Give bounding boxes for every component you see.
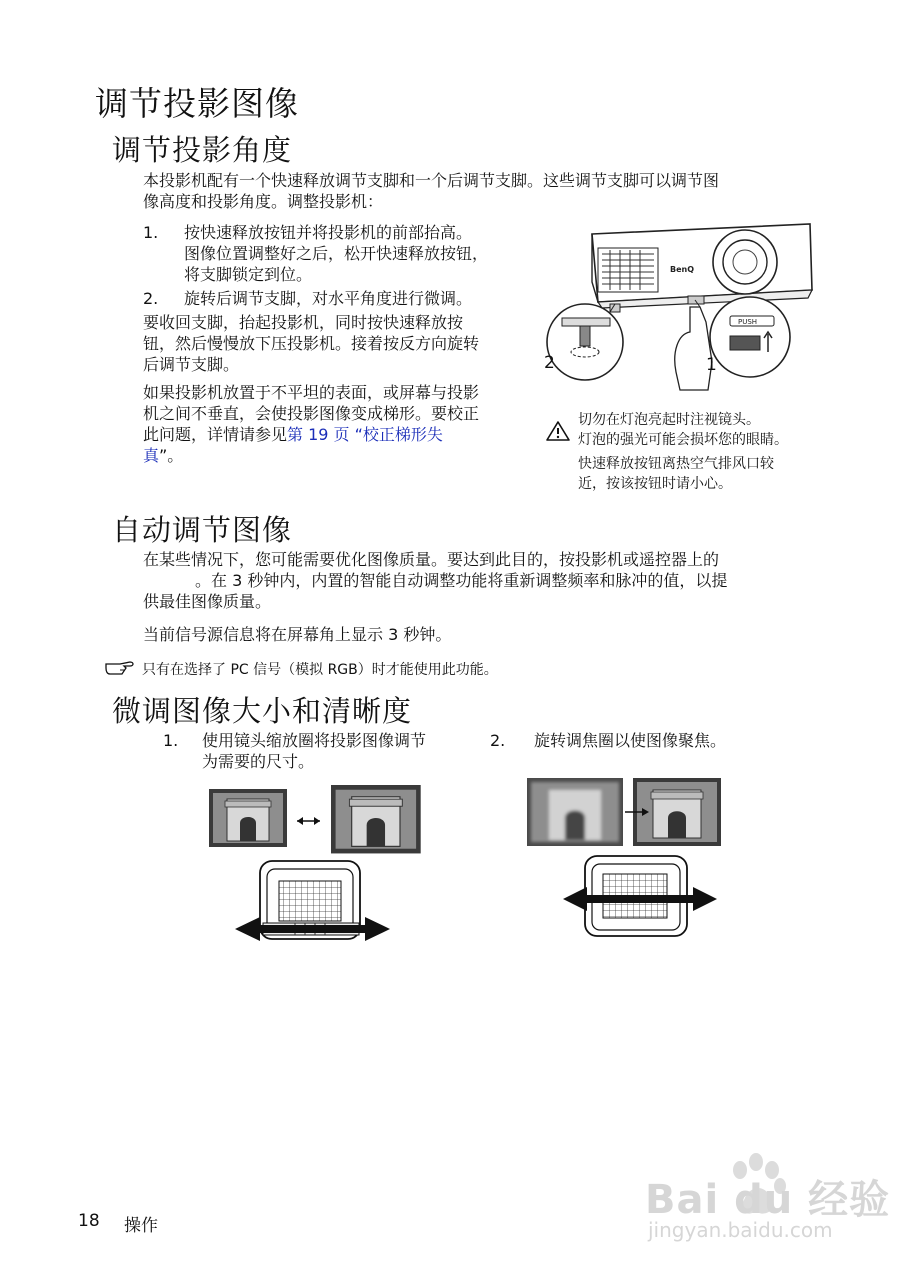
- warning-icon: [545, 420, 571, 442]
- keystone-line: 如果投影机放置于不平坦的表面，或屏幕与投影: [143, 383, 480, 402]
- retract-line: 钮，然后慢慢放下压投影机。接着按反方向旋转: [143, 334, 480, 353]
- caution-line: 快速释放按钮离热空气排风口较: [578, 456, 774, 472]
- auto-paragraph: [143, 549, 813, 612]
- keystone-paragraph: [143, 382, 533, 466]
- push-label: PUSH: [738, 318, 758, 326]
- step-number: 2.: [143, 289, 159, 308]
- step-number: 2.: [490, 731, 506, 750]
- footer-section-label: 操作: [124, 1216, 158, 1236]
- retract-line: 后调节支脚。: [143, 355, 240, 374]
- note-pointing-hand-icon: [104, 659, 138, 677]
- keystone-line: 机之间不垂直，会使投影图像变成梯形。要校正: [143, 404, 480, 423]
- keystone-suffix: ”。: [159, 446, 184, 465]
- step-number: 1.: [163, 731, 179, 750]
- step-line: 将支脚锁定到位。: [184, 265, 313, 284]
- angle-intro-line: 本投影机配有一个快速释放调节支脚和一个后调节支脚。这些调节支脚可以调节图: [143, 171, 720, 190]
- zoom-illustration: [205, 785, 435, 945]
- step-number: 1.: [143, 223, 159, 242]
- auto-line: 在某些情况下，您可能需要优化图像质量。要达到此目的，按投影机或遥控器上的: [143, 550, 720, 569]
- angle-intro-line: 像高度和投影角度。调整投影机：: [143, 192, 384, 211]
- retract-paragraph: [143, 312, 533, 375]
- keystone-line: [143, 424, 533, 445]
- step-2-text: 旋转后调节支脚，对水平角度进行微调。: [184, 289, 473, 308]
- section-heading-auto: 自动调节图像: [112, 513, 293, 547]
- auto-line: 供最佳图像质量。: [143, 592, 272, 611]
- keystone-line: [143, 445, 533, 466]
- focus-illustration: [525, 778, 725, 938]
- retract-line: 要收回支脚，抬起投影机，同时按快速释放按: [143, 313, 464, 332]
- page-title: 调节投影图像: [95, 84, 299, 123]
- section-heading-fine: 微调图像大小和清晰度: [112, 694, 413, 728]
- note-text: 只有在选择了 PC 信号（模拟 RGB）时才能使用此功能。: [142, 662, 498, 678]
- warning-line: 灯泡的强光可能会损坏您的眼睛。: [578, 432, 788, 448]
- watermark-brand: Bai du 经验: [645, 1177, 891, 1223]
- keystone-prefix: 此问题，详情请参见: [143, 425, 288, 444]
- caution-line: 近，按该按钮时请小心。: [578, 476, 732, 492]
- figure-label-1: 1: [706, 355, 717, 375]
- step-1-text: [184, 222, 534, 285]
- warning-line: 切勿在灯泡亮起时注视镜头。: [578, 412, 760, 428]
- keystone-link-continued[interactable]: 真: [143, 446, 160, 465]
- warning-text: [578, 410, 818, 450]
- step-line: 图像位置调整好之后，松开快速释放按钮，: [184, 244, 489, 263]
- caution-text: [578, 454, 818, 494]
- section-heading-angle: 调节投影角度: [112, 133, 293, 167]
- brand-logo: BenQ: [670, 265, 695, 274]
- fine-step-1-text: [202, 730, 482, 772]
- keystone-link[interactable]: 第 19 页 “校正梯形失: [287, 425, 443, 444]
- step-line: 按快速释放按钮并将投影机的前部抬高。: [184, 223, 473, 242]
- fine-step-line: 为需要的尺寸。: [202, 752, 315, 771]
- fine-step-line: 使用镜头缩放圈将投影图像调节: [202, 731, 427, 750]
- page-number: 18: [78, 1211, 100, 1231]
- fine-step-2-text: 旋转调焦圈以使图像聚焦。: [534, 731, 727, 750]
- figure-label-2: 2: [544, 353, 555, 373]
- projector-illustration: [540, 212, 830, 392]
- watermark-url: jingyan.baidu.com: [648, 1218, 833, 1242]
- angle-intro: [143, 170, 813, 212]
- auto-line: 。在 3 秒钟内，内置的智能自动调整功能将重新调整频率和脉冲的值，以提: [195, 571, 728, 590]
- auto-paragraph-2: 当前信号源信息将在屏幕角上显示 3 秒钟。: [143, 625, 452, 644]
